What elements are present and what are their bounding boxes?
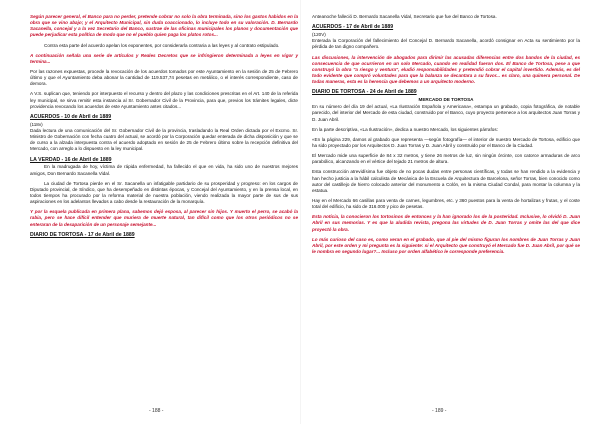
left-page-column [30, 14, 298, 240]
page-number-left: - 188 - [149, 408, 164, 414]
section-heading: DIARIO DE TORTOSA - 17 de Abril de 1889 [30, 231, 135, 238]
commentary-paragraph: Las discusiones, la intervención de abogados para dirimir las acusadas diferencias entre dos bandos de la ciudad, es consecuencia de que ocurrieron en un solo Mercado, cuando en realidad fueron dos. El Banco de Tortosa, pese a que construyó la obra "a riesgo y ventura", eludió responsabilidades y pretendió cobrar el capital invertido. Además, es del todo evidente que compró voluntades para que la balanza se decantara a su favor... es claro, una quimera personal. De todas maneras, esta es la herencia que debemos a un arquitecto moderno. [312, 54, 580, 85]
folio-reference: (120V) [312, 32, 326, 38]
right-page-column [312, 14, 580, 259]
commentary-paragraph: Y por la esquela publicada en primera plana, sabemos dejó esposa, al parecer sin hijos. Y muerto el perro, se acabó la rabia, pero se hace difícil entender que muriera de muerte natural, tan difícil como que los otros periódicos no se enteraran de la desaparición de un personaje semejante... [30, 209, 298, 227]
commentary-paragraph: Según parecer general, el Banco para no perder, pretende cobrar no solo la obra terminada, sino los gastos habidos en la obra que se vino abajo; y el Arquitecto Municipal, sin duda coaccionado, lo incluye todo en su valoración. D. Bernardo Sacanella, concejal y a la vez Secretario del Banco, sustrae de las oficinas municipales los planos y documentación que puede perjudicar esta política de modo que no el pueblo quien paga los platos rotos... [30, 14, 298, 38]
body-paragraph: En la parte descriptiva, «La Ilustración», dedica a nuestro Mercado, los siguientes párrafos: [312, 126, 498, 132]
body-paragraph: La ciudad de Tortosa pierde en el Sr. Sacanella un infatigable partidario de su prosperidad y progreso: en los cargos de Diputado provincial, de Síndico, que ha desempeñado en distintas épocas, y Concejal del Ayuntamiento, y en la prensa local, en todos tiempos ha procurado por la reforma material de nuestra población, viendo realizada la mayor parte de sus de sus aspiraciones en los adelantos llevados a cabo desde la restauración de la monarquía. [30, 180, 298, 205]
page-number-right: - 189 - [432, 408, 447, 414]
body-paragraph: Enterada la Corporación del fallecimiento del Concejal D. Bernardo Sacanella, acordó consignar en Acta su sentimiento por la pérdida de tan digno compañero. [312, 38, 580, 50]
body-paragraph: El Mercado mide una superficie de 84 x 32 metros, y tiene 26 metros de luz, sin ningún órcinte, con catorce armaduras de arco parabólico, alcanzando en el vértice del tejado 21 metros de altura. [312, 153, 580, 165]
body-paragraph: Contra esta parte del acuerdo apelan los exponentes, por considerarla contraria a las leyes y al contrato estipulado. [44, 42, 280, 48]
section-heading: ACUERDOS - 17 de Abril de 1889 [312, 24, 394, 31]
article-title: MERCADO DE TORTOSA [418, 97, 474, 103]
section-heading: ACUERDOS - 10 de Abril de 1889 [30, 113, 112, 120]
body-paragraph: Hay en el Mercado 66 casillas para venta de carnes, legumbres, etc. y 360 puestos para la venta de hortalizas y frutas, y el coste total del edificio, ha sido de 316.000 y pico de pesetas. [312, 198, 580, 210]
commentary-paragraph: Lo más curioso del caso es, como veran en el grabado, que al pie del mismo figuran los nombres de Juan Torras y Juan Abril, por este orden y mi pregunta es la siguiente: si el Arquitecto que construyó el Mercado fue D. Juan Abril, por qué se le nombra en segundo lugar?... Incluso por orden alfabético le corresponde preferencia. [312, 236, 580, 255]
body-paragraph: En su número del día 19 del actual, «La Ilustración Española y Americana», estampa un grabado, copia fotográfica, de notable parecido, del interior del Mercado de esta ciudad, construido por el Banco, cuyo proyecto pertenece a los arquitectos Juan Torras y D. Juan Abril. [312, 104, 580, 122]
body-paragraph: «En la página 229, damos al grabado que representa —según fotografía— el interior de nuestro Mercado de Tortosa, edificio que ha sido proyectado por los Arquitectos D. Juan Torras y D. Juan Abril y construido por el Banco de la Ciudad. [312, 136, 580, 149]
commentary-paragraph: Esta noticia, la conocieron los tortosinos de entonces y la han ignorado los de la posteridad. Inclusive, lo olvidó D. Juan Abril en sus memorias. Y es que la aludida revista, pregona las virtudes de D. Juan Torras y omite las del que dice proyectó la obra. [312, 214, 580, 232]
body-paragraph: En la madrugada de hoy, víctima de rápida enfermedad, ha fallecido el que en vida, ha sido uno de nuestros mejores amigos, Don Bernardo Sacanella Vidal. [30, 164, 298, 176]
section-heading: LA VERDAD - 16 de Abril de 1889 [30, 156, 112, 163]
folio-reference: (118v) [30, 121, 43, 127]
section-heading: DIARIO DE TORTOSA - 24 de Abril de 1889 [312, 89, 417, 96]
body-paragraph: Esta construcción atrevidísima fue objeto de no pocas dudas entre personas científicas, y todas se han rendido a la evidencia y han hecho justicia a la hábil calculista de Mecánica de la Escuela de Arquitectura de Barcelona, señor Torras, bien conocido como autor del castillejo de hierro colocado anterior del monumento a Colón, en la misma Ciudad Condal, para montar la columna y la estatua. [312, 169, 580, 193]
body-paragraph: Anteanoche falleció D. Bernardo Sacanella Vidal, Secretario que fue del Banco de Tortosa. [312, 14, 497, 19]
body-paragraph: Por las razones expuestas, procede la revocación de los acuerdos tomados por este Ayuntamiento en la sesión de 25 de Febrero último y que el Ayuntamiento deba abonar la cantidad de 119.537,74 pesetas en metálico, o el interés correspondiente, caso de demora. [30, 68, 298, 87]
commentary-paragraph: A continuación señala una serie de artículos y Reales Decretos que se infringieron determinada a leyes en vigor y termina... [30, 52, 298, 64]
page-gutter [300, 0, 301, 424]
body-paragraph: A V.S. suplican que, teniendo por interpuesto el recurso y dentro del plazo y las condiciones prescritas en el Art. 140 de la referida ley municipal, se sirva remitir esta instancia al Sr. Gobernador Civil de la Provincia, para que, previos los trámites legales, dicte providencia revocando los acuerdos de este Ayuntamiento antes citados... [30, 91, 298, 109]
body-paragraph: Dada lectura de una comunicación del Sr. Gobernador Civil de la provincia, trasladando la Real Orden dictada por el Excmo. Sr. Ministro de Gobernación con fecha cuatro del actual, se acordó por la Corporación quedar enterada de dicha disposición y que se de curso a la alzada interpuesta contra el acuerdo adoptado en sesión de 25 de Febrero último sobre la recepción definitiva del Mercado, con arreglo a lo dispuesto en la ley municipal. [30, 127, 298, 152]
